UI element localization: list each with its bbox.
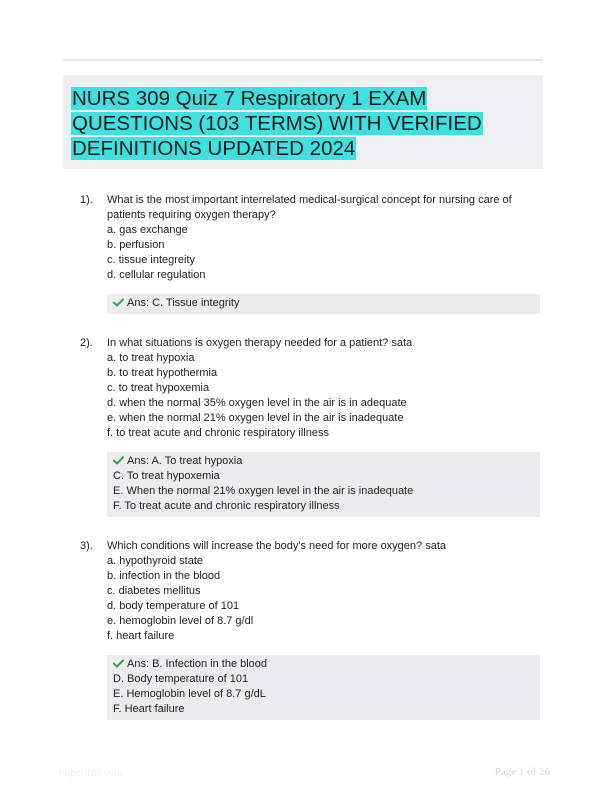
footer-site-watermark: Papertrail.com <box>58 768 123 779</box>
answer-box <box>107 294 540 314</box>
question-text: In what situations is oxygen therapy needed for a patient? sata <box>107 337 413 349</box>
option-a: a. hypothyroid state <box>107 555 204 567</box>
option-d: d. cellular regulation <box>107 269 206 281</box>
option-d: d. when the normal 35% oxygen level in the air is in adequate <box>107 397 407 409</box>
answer-text: Ans: A. To treat hypoxia <box>127 455 243 467</box>
answer-text: F. Heart failure <box>113 703 185 715</box>
top-divider <box>63 59 543 61</box>
option-a: a. gas exchange <box>107 224 188 236</box>
question-text: What is the most important interrelated medical-surgical concept for nursing care of patients requiring oxygen therapy? <box>107 194 512 221</box>
title-banner <box>63 75 543 169</box>
answer-text: Ans: B. Infection in the blood <box>127 658 268 670</box>
page-number: Page 1 of 26 <box>494 766 550 778</box>
question-number: 3). <box>80 540 93 552</box>
answer-text: E. When the normal 21% oxygen level in the air is inadequate <box>113 485 414 497</box>
option-b: b. to treat hypothermia <box>107 367 218 379</box>
checkmark-icon <box>113 659 124 668</box>
question-1 <box>80 193 540 314</box>
title-line-2: QUESTIONS (103 TERMS) WITH VERIFIED <box>72 112 482 135</box>
option-e: e. hemoglobin level of 8.7 g/dl <box>107 615 254 627</box>
answer-text: Ans: C. Tissue integrity <box>127 297 240 309</box>
option-b: b. infection in the blood <box>107 570 221 582</box>
question-text: Which conditions will increase the body's need for more oxygen? sata <box>107 540 447 552</box>
page-title <box>71 86 535 161</box>
answer-text: D. Body temperature of 101 <box>113 673 249 685</box>
checkmark-icon <box>113 298 124 307</box>
checkmark-icon <box>113 456 124 465</box>
answer-text: F. To treat acute and chronic respiratory illness <box>113 500 340 512</box>
option-a: a. to treat hypoxia <box>107 352 195 364</box>
question-3 <box>80 539 540 720</box>
option-f: f. heart failure <box>107 630 175 642</box>
option-f: f. to treat acute and chronic respiratory illness <box>107 427 329 439</box>
title-line-3: DEFINITIONS UPDATED 2024 <box>72 137 356 160</box>
option-c: c. diabetes mellitus <box>107 585 201 597</box>
question-number: 1). <box>80 194 93 206</box>
option-e: e. when the normal 21% oxygen level in the air is inadequate <box>107 412 404 424</box>
option-d: d. body temperature of 101 <box>107 600 240 612</box>
answer-text: C. To treat hypoxemia <box>113 470 220 482</box>
answer-box <box>107 452 540 517</box>
question-number: 2). <box>80 337 93 349</box>
option-b: b. perfusion <box>107 239 165 251</box>
option-c: c. to treat hypoxemia <box>107 382 210 394</box>
title-line-1: NURS 309 Quiz 7 Respiratory 1 EXAM <box>72 87 427 110</box>
question-2 <box>80 336 540 517</box>
option-c: c. tissue integreity <box>107 254 196 266</box>
answer-text: E. Hemoglobin level of 8.7 g/dL <box>113 688 266 700</box>
answer-box <box>107 655 540 720</box>
